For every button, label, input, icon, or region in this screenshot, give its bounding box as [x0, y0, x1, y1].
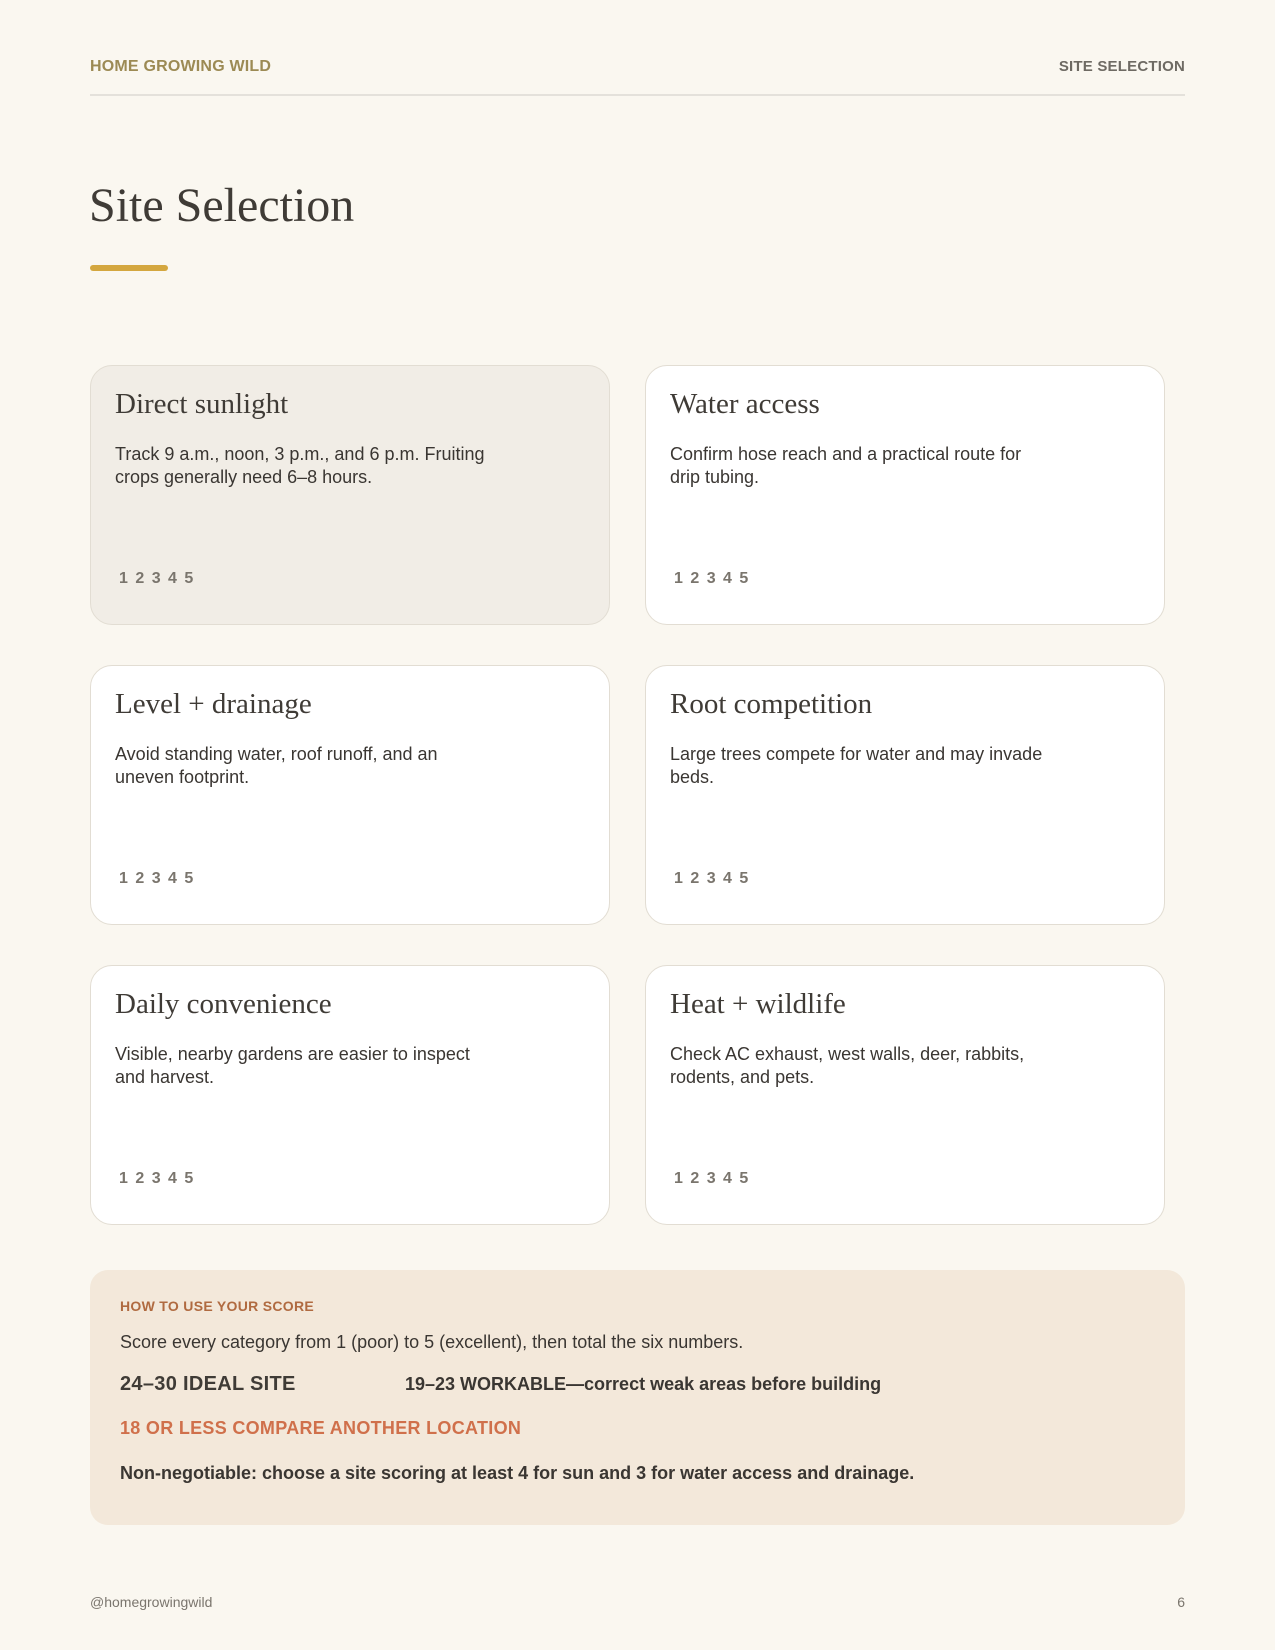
card-title: Heat + wildlife	[670, 988, 846, 1020]
criteria-card-water[interactable]	[645, 365, 1165, 625]
footer-handle: @homegrowingwild	[90, 1594, 213, 1610]
criteria-card-roots[interactable]	[645, 665, 1165, 925]
card-description: Avoid standing water, roof runoff, and an uneven footprint.	[115, 744, 438, 787]
section-tag: SITE SELECTION	[1058, 58, 1185, 75]
card-title: Daily convenience	[115, 988, 332, 1020]
rating-scale[interactable]: 1 2 3 4 5	[119, 570, 195, 587]
criteria-card-convenience[interactable]	[90, 965, 610, 1225]
card-title: Level + drainage	[115, 688, 312, 720]
card-title: Root competition	[670, 688, 873, 720]
page-number: 6	[1177, 1594, 1185, 1610]
rating-scale[interactable]: 1 2 3 4 5	[119, 1170, 195, 1187]
ideal-range: 24–30 IDEAL SITE	[120, 1373, 296, 1395]
card-description: Confirm hose reach and a practical route for drip tubing.	[670, 444, 1022, 487]
criteria-card-sunlight[interactable]	[90, 365, 610, 625]
rating-scale[interactable]: 1 2 3 4 5	[674, 570, 750, 587]
title-underline	[90, 265, 168, 271]
card-description: Check AC exhaust, west walls, deer, rabbits, rodents, and pets.	[670, 1044, 1025, 1087]
card-title: Direct sunlight	[115, 388, 289, 420]
non-negotiable-note: Non-negotiable: choose a site scoring at least 4 for sun and 3 for water access and drainage.	[120, 1463, 915, 1483]
card-description: Track 9 a.m., noon, 3 p.m., and 6 p.m. Fruiting crops generally need 6–8 hours.	[115, 444, 485, 487]
rating-scale[interactable]: 1 2 3 4 5	[674, 870, 750, 887]
brand-name: HOME GROWING WILD	[90, 58, 272, 75]
criteria-card-heat-wildlife[interactable]	[645, 965, 1165, 1225]
score-intro: Score every category from 1 (poor) to 5 (excellent), then total the six numbers.	[120, 1332, 744, 1352]
compare-range: 18 OR LESS COMPARE ANOTHER LOCATION	[120, 1418, 522, 1438]
criteria-grid	[90, 365, 1165, 1225]
score-ranges	[120, 1373, 1155, 1396]
page-title: Site Selection	[89, 179, 355, 232]
score-heading: HOW TO USE YOUR SCORE	[120, 1298, 315, 1314]
card-description: Visible, nearby gardens are easier to inspect and harvest.	[115, 1044, 470, 1087]
rating-scale[interactable]: 1 2 3 4 5	[674, 1170, 750, 1187]
page-header	[90, 58, 1185, 96]
workable-range: 19–23 WORKABLE—correct weak areas before building	[405, 1374, 882, 1394]
card-description: Large trees compete for water and may invade beds.	[670, 744, 1043, 787]
criteria-card-drainage[interactable]	[90, 665, 610, 925]
score-guide	[90, 1270, 1185, 1525]
rating-scale[interactable]: 1 2 3 4 5	[119, 870, 195, 887]
card-title: Water access	[670, 388, 820, 420]
